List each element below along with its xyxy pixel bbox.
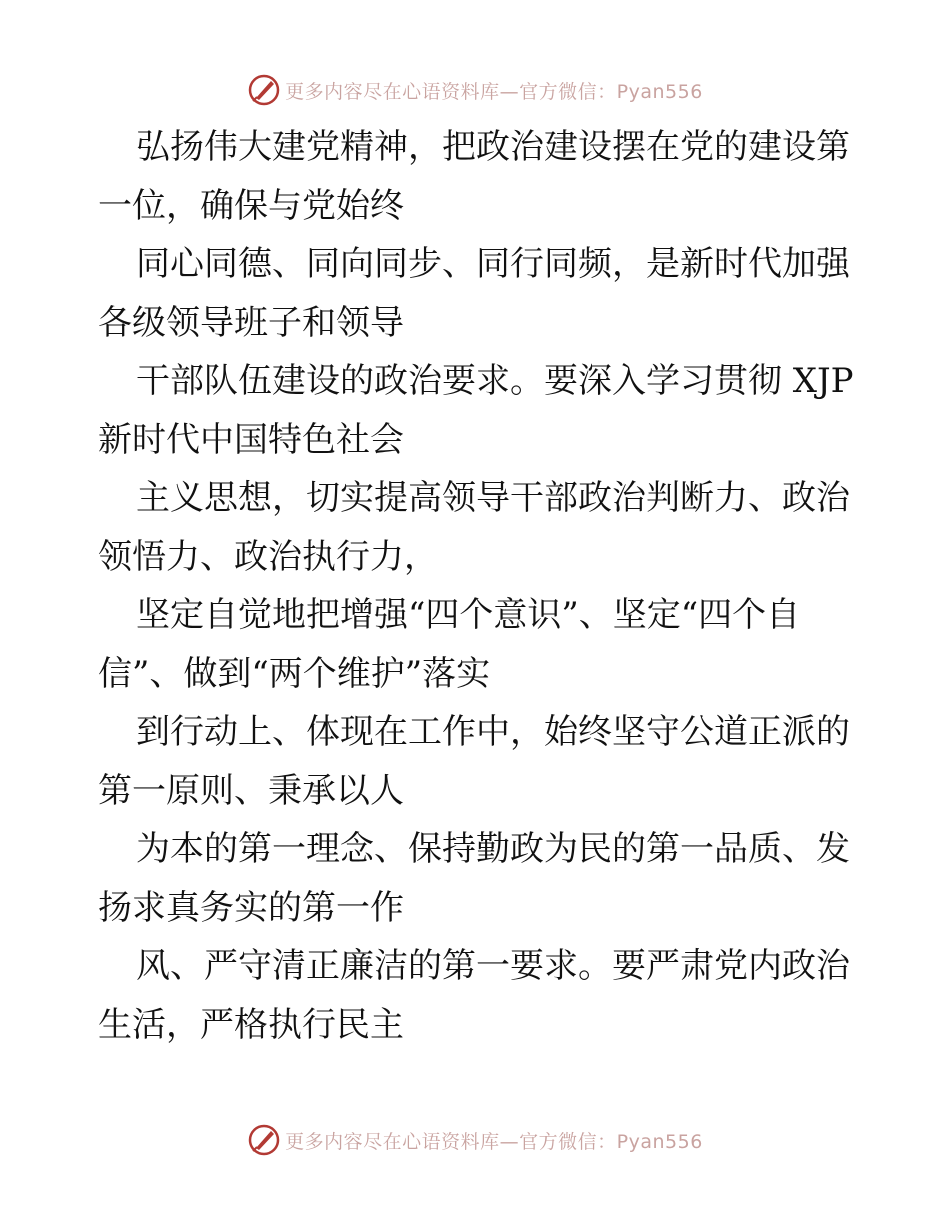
paragraph-line: 为本的第一理念、保持勤政为民的第一品质、发 <box>136 829 850 869</box>
paragraph-line: 干部队伍建设的政治要求。要深入学习贯彻 XJP <box>136 361 854 401</box>
paragraph-line: 坚定自觉地把增强“四个意识”、坚定“四个自 <box>136 595 801 635</box>
paragraph <box>98 586 858 703</box>
paragraph-line: 第一原则、秉承以人 <box>98 770 404 811</box>
paragraph-line: 生活，严格执行民主 <box>98 1004 404 1045</box>
paragraph-line: 到行动上、体现在工作中，始终坚守公道正派的 <box>136 712 850 752</box>
paragraph-line: 扬求真务实的第一作 <box>98 887 404 928</box>
quill-seal-icon <box>247 1123 281 1157</box>
paragraph-line: 风、严守清正廉洁的第一要求。要严肃党内政治 <box>136 946 850 986</box>
paragraph <box>98 469 858 586</box>
paragraph-line: 弘扬伟大建党精神，把政治建设摆在党的建设第 <box>136 127 850 167</box>
watermark-text: 更多内容尽在心语资料库—官方微信：Pyan556 <box>285 1130 703 1153</box>
paragraph <box>98 352 858 469</box>
watermark-text: 更多内容尽在心语资料库—官方微信：Pyan556 <box>285 80 703 103</box>
paragraph-line: 领悟力、政治执行力， <box>98 536 438 577</box>
paragraph-line: 一位，确保与党始终 <box>98 185 404 226</box>
header-watermark <box>0 70 950 110</box>
paragraph <box>98 937 858 1054</box>
paragraph-line: 主义思想，切实提高领导干部政治判断力、政治 <box>136 478 850 518</box>
paragraph <box>98 235 858 352</box>
paragraph-line: 信”、做到“两个维护”落实 <box>98 653 491 694</box>
paragraph <box>98 703 858 820</box>
quill-seal-icon <box>247 73 281 107</box>
paragraph-line: 新时代中国特色社会 <box>98 419 404 460</box>
paragraph <box>98 820 858 937</box>
paragraph-line: 各级领导班子和领导 <box>98 302 404 343</box>
paragraph <box>98 118 858 235</box>
paragraph-line: 同心同德、同向同步、同行同频，是新时代加强 <box>136 244 850 284</box>
footer-watermark <box>0 1120 950 1160</box>
document-body <box>98 118 858 1054</box>
